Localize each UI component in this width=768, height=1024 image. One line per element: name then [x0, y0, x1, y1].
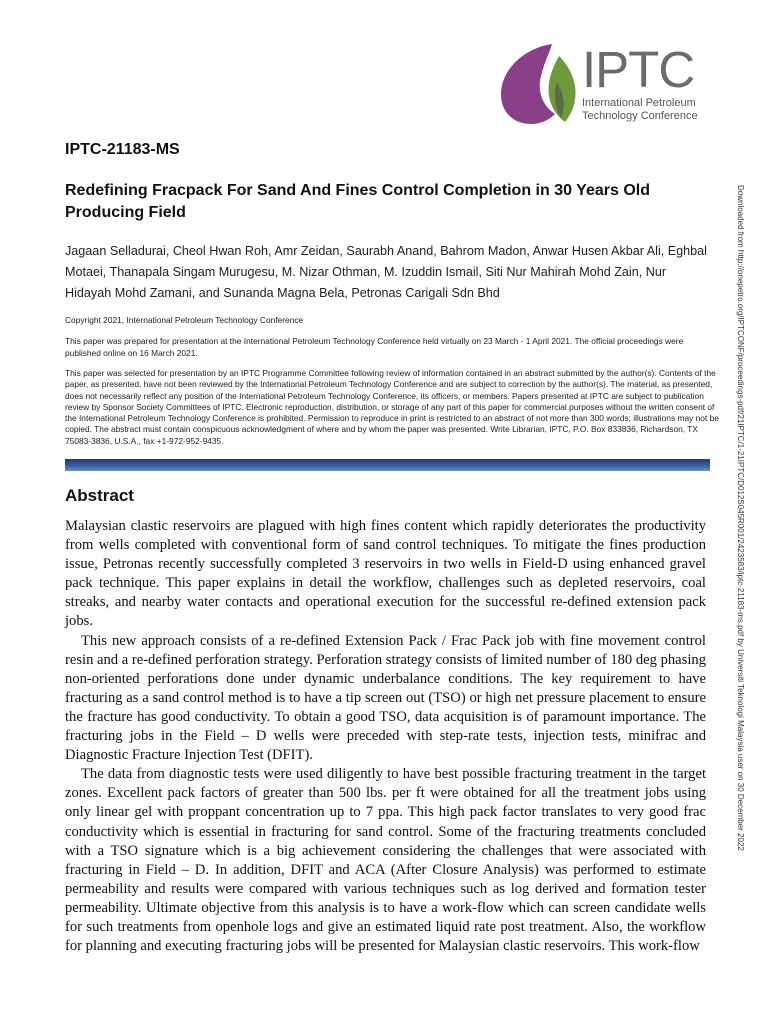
logo-abbreviation: IPTC [582, 41, 695, 98]
paper-title: Redefining Fracpack For Sand And Fines Control Completion in 30 Years Old Producing Field [65, 182, 650, 221]
logo-subtitle: International Petroleum Technology Conference [582, 97, 698, 122]
author-list: Jagaan Selladurai, Cheol Hwan Roh, Amr Zeidan, Saurabh Anand, Bahrom Madon, Anwar Husen Akbar Ali, Eghbal Motaei, Thanapala Singam Murugesu, M. Nizar Othman, M. Izuddin Ismail, Siti Nur Mahirah Mohd Zain, Nur Hidayah Mohd Zamani, and Sunanda Magna Bela, Petronas Carigali Sdn Bhd [65, 244, 707, 300]
abstract-heading: Abstract [65, 486, 134, 505]
download-side-note: Downloaded from http://onepetro.org/IPTCONF/proceedings-pdf/21IPTC/1-21IPTC/D012S045R001/2423583/iptc-21183-ms.pdf by Universiti Teknologi Malaysia user on 30 December 2022 [736, 185, 745, 851]
paper-id: IPTC-21183-MS [65, 141, 180, 158]
abstract-paragraph: The data from diagnostic tests were used diligently to have best possible fracturing treatment in the target zones. Excellent pack factors of greater than 500 lbs. per ft were obtained for all the treatment jobs using only linear gel with proppant concentration up to 7 ppa. This high pack factor translates to very good frac conductivity which is essential in fracturing for sand control. Some of the fracturing treatments concluded with a TSO signature which is a big achievement considering the challenges that were associated with fracturing in Field – D. In addition, DFIT and ACA (After Closure Analysis) was performed to estimate permeability and results were compared with various techniques such as log derived and formation tester permeability. Ultimate objective from this analysis is to have a work-flow which can screen candidate wells for such treatments from openhole logs and give an estimated liquid rate post treatment. Also, the workflow for planning and executing fracturing jobs will be presented for Malaysian clastic reservoirs. This work-flow [65, 766, 706, 955]
section-divider-bar [65, 459, 710, 471]
logo-text [582, 41, 722, 122]
abstract-body [65, 517, 706, 956]
abstract-paragraph: Malaysian clastic reservoirs are plagued with high fines content which rapidly deteriorates the productivity from wells completed with conventional form of sand control techniques. To mitigate the fines production issue, Petronas recently successfully completed 3 reservoirs in two wells in Field-D using enhanced gravel pack technique. This paper explains in detail the workflow, challenges such as depleted reservoirs, coal streaks, and nearby water contacts and operational execution for the successful re-defined extension pack jobs. [65, 518, 706, 630]
selection-notice: This paper was selected for presentation by an IPTC Programme Committee following review of information contained in an abstract submitted by the author(s). Contents of the paper, as presented, have not been reviewed by the International Petroleum Technology Conference and are subject to correction by the author(s). The material, as presented, does not necessarily reflect any position of the International Petroleum Technology Conference, its officers, or members. Papers presented at IPTC are subject to publication review by Sponsor Society Committees of IPTC. Electronic reproduction, distribution, or storage of any part of this paper for commercial purposes without the written consent of the International Petroleum Technology Conference is prohibited. Permission to reproduce in print is restricted to an abstract of not more than 300 words; illustrations may not be copied. The abstract must contain conspicuous acknowledgment of where and by whom the paper was presented. Write Librarian, IPTC, P.O. Box 833836, Richardson, TX 75083-3836, U.S.A., fax +1-972-952-9435. [65, 368, 719, 446]
preparation-notice: This paper was prepared for presentation at the International Petroleum Technology Conference held virtually on 23 March - 1 April 2021. The official proceedings were published online on 16 March 2021. [65, 336, 684, 358]
abstract-paragraph: This new approach consists of a re-defined Extension Pack / Frac Pack job with fine movement control resin and a re-defined perforation strategy. Perforation strategy consists of limited number of 180 deg phasing non-oriented perforations done under dynamic underbalance conditions. The key requirement to have fracturing as a sand control method is to have a tip screen out (TSO) or high net pressure placement to ensure the fracture has good conductivity. To obtain a good TSO, data acquisition is of paramount importance. The fracturing jobs in the Field – D wells were preceded with step-rate tests, injection tests, minifrac and Diagnostic Fracture Injection Test (DFIT). [65, 632, 706, 764]
logo-purple-drop-icon [501, 44, 555, 124]
copyright-notice: Copyright 2021, International Petroleum Technology Conference [65, 315, 304, 325]
